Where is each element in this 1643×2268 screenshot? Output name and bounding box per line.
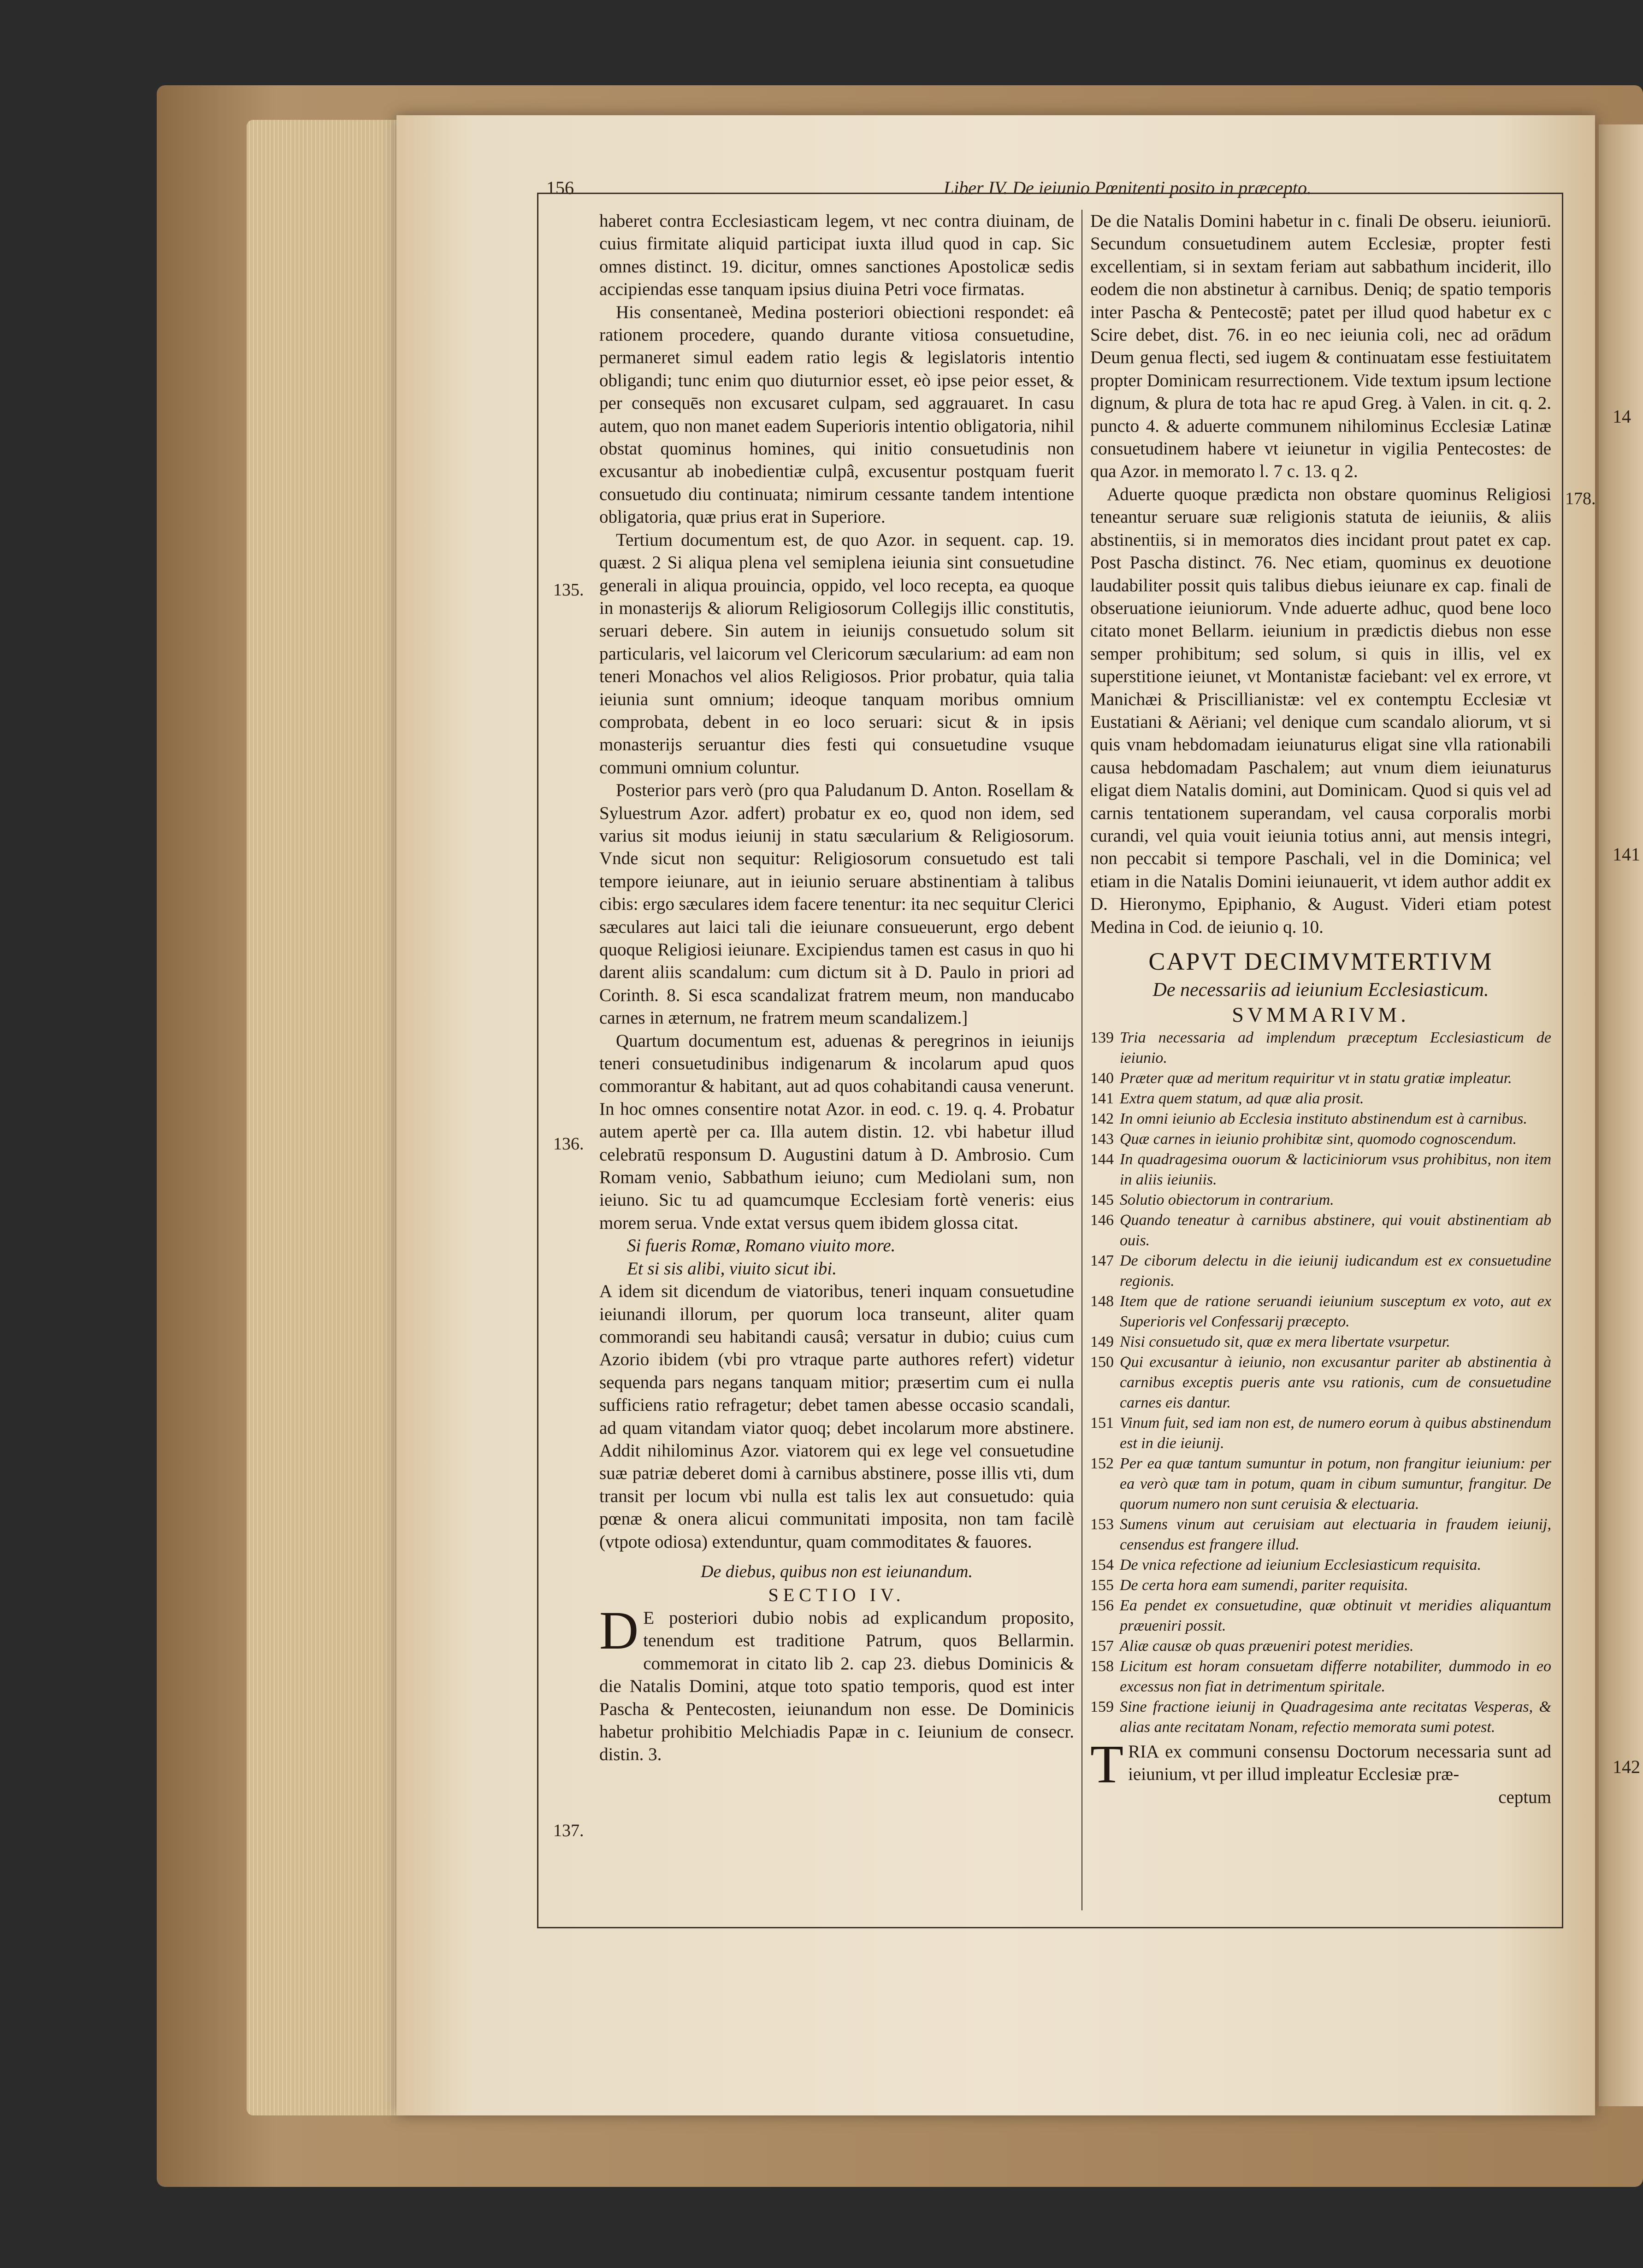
summary-number: 152 — [1090, 1455, 1114, 1472]
section-label: SECTIO IV. — [768, 1584, 905, 1605]
summary-item — [1090, 1028, 1551, 1068]
summary-number: 157 — [1090, 1638, 1114, 1655]
summary-number: 159 — [1090, 1698, 1114, 1715]
summary-number: 151 — [1090, 1414, 1114, 1431]
summary-text: In omni ieiunio ab Ecclesia instituto abstinendum est à carnibus. — [1120, 1110, 1527, 1127]
summary-number: 144 — [1090, 1151, 1114, 1168]
summary-text: Qui excusantur à ieiunio, non excusantur pariter ab abstinentia à carnibus exceptis pueris ante vsu rationis, cum de consuetudine carnes eis dantur. — [1120, 1354, 1551, 1411]
summary-heading: SVMMARIVM. — [1232, 1003, 1410, 1026]
paragraph-text: RIA ex communi consensu Doctorum necessaria sunt ad ieiunium, vt per illud impleatur Ecclesiæ præ- — [1128, 1742, 1551, 1785]
summary-item — [1090, 1129, 1551, 1149]
chapter-subtitle: De necessariis ad ieiunium Ecclesiasticum. — [1152, 979, 1489, 1001]
summary-text: Solutio obiectorum in contrarium. — [1120, 1191, 1334, 1208]
summary-number: 154 — [1090, 1556, 1114, 1573]
paragraph: Aduerte quoque prædicta non obstare quominus Religiosi teneantur seruare suæ religionis statuta de ieiuniis, & aliis abstinentiis, si in memoratos dies incidant prout patet ex cap. Post Pascha distinct. 76. Nec etiam, quominus ex deuotione laudabiliter possit quis talibus diebus ieiunare ex cap. finali de obseruatione ieiuniorum. Vnde aduerte adhuc, quod bene loco citato monet Bellarm. ieiunium in prædictis diebus non esse semper prohibitum; sed solum, si quis in illis, vel ex superstitione ieiunet, vt Montanistæ faciebant: vel ex errore, vt Manichæi & Priscillianistæ: vel ex contemptu Ecclesiæ vt Eustatiani & Aëriani; vel denique cum scandalo aliorum, vt si quis vnam hebdomadam ieiunaturus eligat sine vlla rationabili causa hebdomadam Paschalem; aut vnum diem ieiunaturus eligat diem Natalis domini, aut Dominicam. Quod si quis vel ad carnis tentationem superandam, vel causa corporalis morbi curandi, vel quia vouit ieiunia totius anni, aut mensis integri, non peccabit si tempore Paschali, vel in die Dominica; vel etiam in die Natalis Domini ieiunauerit, vt idem author addit ex D. Hieronymo, Epiphanio, & August. Videri etiam potest Medina in Cod. de ieiunio q. 10. — [1090, 484, 1551, 937]
summary-text: Ea pendet ex consuetudine, quæ obtinuit vt meridies aliquantum præueniri possit. — [1120, 1597, 1551, 1634]
summary-item — [1090, 1514, 1551, 1555]
summary-item — [1090, 1697, 1551, 1738]
facing-margin-number: 141 — [1613, 844, 1640, 865]
summary-item — [1090, 1555, 1551, 1575]
right-column — [1090, 210, 1551, 1809]
summary-item — [1090, 1210, 1551, 1251]
verse-line: Si fueris Romæ, Romano viuito more. — [627, 1236, 896, 1256]
summary-item — [1090, 1656, 1551, 1697]
summary-text: Per ea quæ tantum sumuntur in potum, non frangitur ieiunium: per ea verò quæ tam in potum, quam in cibum sumuntur, frangitur. De quorum numero non sunt ceruisia & electuaria. — [1120, 1455, 1551, 1513]
summary-number: 158 — [1090, 1658, 1114, 1675]
summary-text: In quadragesima ouorum & lacticiniorum vsus prohibitus, non item in aliis ieiuniis. — [1120, 1151, 1551, 1188]
summary-number: 156 — [1090, 1597, 1114, 1614]
paragraph: De die Natalis Domini habetur in c. finali De obseru. ieiuniorū. Secundum consuetudinem autem Ecclesiæ, propter festi excellentiam, si in sextam feriam aut sabbathum inciderit, illo eodem die non abstinetur à carnibus. Deniq; de spatio temporis inter Pascha & Pentecostē; patet per illud quod habetur ex c Scire debet, dist. 76. in eo nec ieiunia coli, nec ad orādum Deum genua flecti, sed iugem & continuatam esse festiuitatem propter Dominicam resurrectionem. Vide textum ipsum lectione dignum, & plura de tota hac re apud Greg. à Valen. in cit. q. 2. puncto 4. & aduerte communem nihilominus Ecclesiæ Latinæ consuetudinem habere vt ieiunetur in vigilia Pentecostes: de qua Azor. in memorato l. 7 c. 13. q 2. — [1090, 211, 1551, 482]
page-edges — [247, 120, 403, 2115]
summary-number: 142 — [1090, 1110, 1114, 1127]
summary-item — [1090, 1291, 1551, 1332]
paragraph: His consentaneè, Medina posteriori obiectioni respondet: eâ rationem procedere, quando durante vitiosa consuetudine, permaneret simul eadem ratio legis & legislatoris intentio obligandi; tunc enim quo diuturnior esset, eò ipse peior esset, & per consequēs non excusaret culpam, sed aggrauaret. In casu autem, quo non manet eadem Superioris intentio obligatoria, nihil obstat quominus homines, qui initio consuetudinis non excusantur ab inobedientiæ culpâ, excusentur postquam fuerit consuetudo diu continuata; nimirum cessante tandem intentione obligatoria, quæ prius erat in Superiore. — [599, 302, 1074, 527]
summary-text: Item que de ratione seruandi ieiunium susceptum ex voto, aut ex Superioris vel Confessarij præcepto. — [1120, 1293, 1551, 1330]
paragraph: A idem sit dicendum de viatoribus, teneri inquam consuetudine ieiunandi illorum, per quorum loca transeunt, aliter quam commorandi seu habitandi causâ; versatur in dubio; cuius cum Azorio ibidem (vbi pro vtraque parte authores refert) videtur sequenda pars negans tanquam mitior; præsertim cum ei nulla sufficiens ratio refragetur; debet tamen abesse occasio scandali, ad quam vitandam viator quoq; debet incolarum more abstinere. Addit nihilominus Azor. viatorem qui ex lege vel consuetudine suæ patriæ deberet domi à carnibus abstinere, posse illis vti, dum transit per locum vbi nulla est talis lex aut consuetudo: quia pœnæ & onera alicui communitati imposita, non tam facilè (vtpote odiosa) extenduntur, quam commoditates & fauores. — [599, 1281, 1074, 1552]
summary-text: Aliæ causæ ob quas præueniri potest meridies. — [1120, 1638, 1414, 1655]
summary-text: Licitum est horam consuetam differre notabiliter, dummodo in eo excessus non fiat in detrimentum spiritale. — [1120, 1658, 1551, 1695]
summary-text: Præter quæ ad meritum requiritur vt in statu gratiæ impleatur. — [1120, 1070, 1512, 1087]
summary-item — [1090, 1596, 1551, 1636]
catchword: ceptum — [1498, 1787, 1551, 1807]
summary-number: 139 — [1090, 1029, 1114, 1046]
summary-text: Quæ carnes in ieiunio prohibitæ sint, quomodo cognoscendum. — [1120, 1131, 1517, 1148]
summary-item — [1090, 1413, 1551, 1454]
summary-number: 140 — [1090, 1070, 1114, 1087]
summary-item — [1090, 1636, 1551, 1656]
paragraph: haberet contra Ecclesiasticam legem, vt nec contra diuinam, de cuius firmitate aliquid participat iuxta illud quod in cap. Sic omnes distinct. 19. dicitur, omnes sanctiones Apostolicæ sedis accipiendas esse tanquam ipsius diuina Petri voce firmatas. — [599, 211, 1074, 300]
summary-number: 141 — [1090, 1090, 1114, 1107]
paragraph-text: E posteriori dubio nobis ad explicandum proposito, tenendum est traditione Patrum, quos Bellarmin. commemorat in citato lib 2. cap 23. diebus Dominicis & die Natalis Domini, atque toto spatio temporis, quod est inter Pascha & Pentecosten, ieiunandum non esse. De Dominicis habetur prohibitio Melchiadis Papæ in c. Ieiunium de consecr. distin. 3. — [599, 1608, 1074, 1765]
facing-margin-number: 14 — [1613, 406, 1631, 427]
summary-text: Nisi consuetudo sit, quæ ex mera libertate vsurpetur. — [1120, 1333, 1450, 1350]
facing-page-edge — [1599, 124, 1643, 2106]
summary-item — [1090, 1089, 1551, 1109]
summary-text: Vinum fuit, sed iam non est, de numero eorum à quibus abstinendum est in die ieiunij. — [1120, 1414, 1551, 1452]
summary-item — [1090, 1149, 1551, 1190]
summary-text: De ciborum delectu in die ieiunij iudicandum est ex consuetudine regionis. — [1120, 1252, 1551, 1290]
summary-number: 155 — [1090, 1577, 1114, 1594]
summary-number: 149 — [1090, 1333, 1114, 1350]
margin-number: 136. — [553, 1134, 584, 1154]
summary-number: 145 — [1090, 1191, 1114, 1208]
summary-number: 147 — [1090, 1252, 1114, 1269]
chapter-heading: CAPVT DECIMVMTERTIVM — [1148, 948, 1493, 975]
margin-number: 137. — [553, 1821, 584, 1840]
page-number: 156 — [546, 177, 574, 198]
summary-item — [1090, 1109, 1551, 1129]
paragraph: Tertium documentum est, de quo Azor. in sequent. cap. 19. quæst. 2 Si aliqua plena vel semiplena ieiunia sint consuetudine generali in aliqua prouincia, oppido, vel loco recepta, ea quoque in monasterijs & aliorum Religiosorum Collegijs illic constitutis, seruari debere. Sin autem in ieiunijs consuetudo solum sit particularis, vel laicorum vel Clericorum sæcularium: ad eam non teneri Monachos vel alios Religiosos. Prior probatur, quia talia ieiunia sunt omnium; ideoque tanquam moribus omnium comprobata, debent in eo loco seruari: sicut & in ipsis monasterijs seruantur dies festi qui consuetudine vsuque communi omnium coluntur. — [599, 530, 1074, 778]
summary-item — [1090, 1190, 1551, 1210]
margin-number: 135. — [553, 580, 584, 600]
summary-item — [1090, 1575, 1551, 1596]
summary-number: 143 — [1090, 1131, 1114, 1148]
paragraph — [599, 1600, 1074, 1766]
summary-text: De certa hora eam sumendi, pariter requisita. — [1120, 1577, 1408, 1594]
summary-number: 148 — [1090, 1293, 1114, 1310]
summary-text: De vnica refectione ad ieiunium Ecclesiasticum requisita. — [1120, 1556, 1481, 1573]
summary-text: Sine fractione ieiunij in Quadragesima ante recitatas Vesperas, & alias ante recitatam Nonam, refectio memorata sumi potest. — [1120, 1698, 1551, 1736]
left-column — [599, 210, 1074, 1766]
summary-item — [1090, 1454, 1551, 1514]
summary-item — [1090, 1251, 1551, 1291]
summary-item — [1090, 1332, 1551, 1352]
summary-number: 153 — [1090, 1516, 1114, 1533]
section-title: De diebus, quibus non est ieiunandum. — [700, 1561, 973, 1581]
paragraph: Quartum documentum est, aduenas & peregrinos in ieiunijs teneri consuetudinibus indigenarum & incolarum apud quos commorantur & habitant, aut ad quos cohabitandi causa venerunt. In hoc omnes consentire notat Azor. in eod. c. 19. q. 4. Probatur autem apertè per ca. Illa autem distin. 12. vbi habetur illud celebratū responsum D. Augustini datum à D. Ambrosio. Cum Romam venio, Sabbathum ieiuno; cum Mediolani sum, non ieiuno. Sic tu ad quamcumque Ecclesiam fortè veneris: eius morem serua. Vnde extat versus quem ibidem glossa citat. — [599, 1031, 1074, 1233]
summary-item — [1090, 1068, 1551, 1089]
facing-margin-number: 142 — [1613, 1756, 1640, 1777]
summary-text: Quando teneatur à carnibus abstinere, qui vouit abstinentiam ab ouis. — [1120, 1212, 1551, 1249]
drop-capital: T — [1090, 1734, 1124, 1794]
summary-item — [1090, 1352, 1551, 1413]
verse-line: Et si sis alibi, viuito sicut ibi. — [627, 1258, 837, 1278]
summary-number: 146 — [1090, 1212, 1114, 1229]
summary-text: Extra quem statum, ad quæ alia prosit. — [1120, 1090, 1364, 1107]
running-title: Liber IV. De ieiunio Pœnitenti posito in præcepto. — [943, 177, 1312, 198]
summary-text: Sumens vinum aut ceruisiam aut electuaria in fraudem ieiunij, censendus est frangere illud. — [1120, 1516, 1551, 1553]
summary-text: Tria necessaria ad implendum præceptum Ecclesiasticum de ieiunio. — [1120, 1029, 1551, 1066]
drop-capital: D — [599, 1600, 639, 1661]
paragraph: Posterior pars verò (pro qua Paludanum D. Anton. Rosellam & Syluestrum Azor. adfert) probatur ex eo, quod non idem, sed varius sit modus ieiunij in statu sæcularium & Religiosorum. Vnde sicut non sequitur: Religiosorum consuetudo est tali tempore ieiunare, aut in ieiunio seruare abstinentiam à talibus cibis: ergo sæculares idem facere tenentur: ita nec sequitur Clerici sæculares aut laici tali die ieiunare consueuerunt, ergo debent quoque Religiosi ieiunare. Excipiendus tamen est casus in quo hi darent aliis scandalum: cum dictum sit à D. Paulo in priori ad Corinth. 8. Si esca scandalizat fratrem meum, non manducabo carnes in æternum, ne fratrem meum scandalizem.] — [599, 780, 1074, 1028]
summary-list — [1090, 1028, 1551, 1738]
summary-number: 150 — [1090, 1354, 1114, 1371]
paragraph — [1090, 1734, 1551, 1794]
margin-number: 178. — [1565, 489, 1596, 508]
